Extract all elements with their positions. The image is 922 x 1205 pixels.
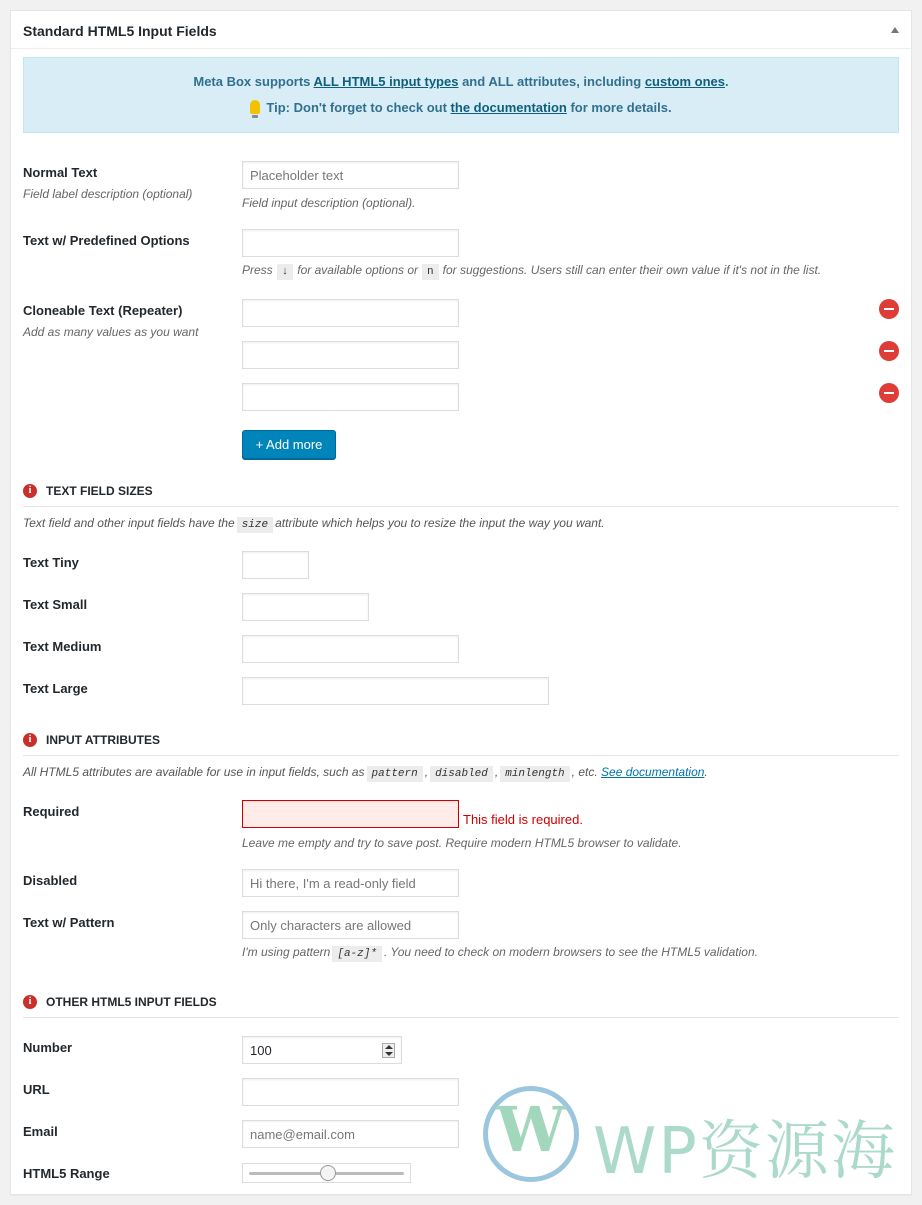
panel-header[interactable]	[11, 11, 911, 49]
range-slider[interactable]	[242, 1163, 411, 1183]
range-label: HTML5 Range	[23, 1166, 110, 1181]
remove-clone-icon[interactable]	[879, 299, 899, 319]
notice-text: and ALL attributes, including	[458, 74, 645, 89]
required-label: Required	[23, 804, 80, 819]
code-pattern-regex: [a-z]*	[332, 946, 382, 962]
required-desc: Leave me empty and try to save post. Require modern HTML5 browser to validate.	[242, 836, 682, 850]
section-heading-text-field-sizes	[23, 481, 899, 507]
number-spinner-icon[interactable]	[382, 1043, 395, 1058]
code-disabled: disabled	[430, 766, 493, 782]
panel-title: Standard HTML5 Input Fields	[23, 23, 217, 39]
desc-text: .	[704, 765, 708, 779]
disabled-input: Hi there, I'm a read-only field	[242, 869, 459, 897]
meta-box-panel	[10, 10, 912, 1195]
desc-text: Press	[242, 263, 273, 277]
normal-text-desc: Field input description (optional).	[242, 196, 416, 210]
arrow-down-key: ↓	[277, 264, 294, 280]
section-title: TEXT FIELD SIZES	[46, 484, 153, 498]
watermark-text: WP资源海	[593, 1115, 897, 1189]
email-label: Email	[23, 1124, 58, 1139]
cloneable-text-label-desc: Add as many values as you want	[23, 325, 199, 339]
required-input[interactable]	[242, 800, 459, 828]
pattern-label: Text w/ Pattern	[23, 915, 115, 930]
custom-ones-link[interactable]: custom ones	[644, 74, 725, 89]
text-large-label: Text Large	[23, 681, 88, 696]
text-large-input[interactable]	[242, 677, 549, 705]
range-thumb[interactable]	[320, 1165, 336, 1181]
section-heading-other-html5-fields	[23, 992, 899, 1018]
desc-text: for available options or	[297, 263, 419, 277]
notice-text: Tip: Don't forget to check out	[266, 100, 451, 115]
sizes-section-desc	[23, 516, 605, 533]
section-title: INPUT ATTRIBUTES	[46, 733, 160, 747]
text-medium-input[interactable]	[242, 635, 459, 663]
notice-line-1	[24, 74, 898, 89]
html5-input-types-link[interactable]: ALL HTML5 input types	[313, 74, 459, 89]
info-notice	[23, 57, 899, 133]
section-title: OTHER HTML5 INPUT FIELDS	[46, 995, 217, 1009]
remove-clone-icon[interactable]	[879, 341, 899, 361]
desc-text: Text field and other input fields have the	[23, 516, 235, 530]
predefined-options-label: Text w/ Predefined Options	[23, 233, 190, 248]
required-error-message: This field is required.	[463, 812, 583, 827]
desc-text: . You need to check on modern browsers to see the HTML5 validation.	[383, 945, 758, 959]
desc-text: , etc.	[571, 765, 598, 779]
text-small-label: Text Small	[23, 597, 88, 612]
code-minlength: minlength	[500, 766, 569, 782]
normal-text-input[interactable]: Placeholder text	[242, 161, 459, 189]
pattern-input[interactable]: Only characters are allowed	[242, 911, 459, 939]
number-input[interactable]	[242, 1036, 402, 1064]
cloneable-text-label: Cloneable Text (Repeater)	[23, 303, 183, 318]
info-icon: i	[23, 995, 37, 1009]
attributes-section-desc: All HTML5 attributes are available for use in input fields, such as pattern , disabled , minlength , etc. See documentation.	[23, 765, 708, 780]
predefined-options-desc	[242, 263, 821, 280]
notice-line-2	[24, 100, 898, 115]
text-medium-label: Text Medium	[23, 639, 102, 654]
url-label: URL	[23, 1082, 50, 1097]
collapse-arrow-icon[interactable]	[891, 27, 899, 33]
lightbulb-icon	[250, 100, 260, 114]
pattern-desc	[242, 945, 758, 962]
clone-input-2[interactable]	[242, 341, 459, 369]
desc-text: for suggestions. Users still can enter their own value if it's not in the list.	[442, 263, 822, 277]
n-key: n	[422, 264, 439, 280]
normal-text-label: Normal Text	[23, 165, 98, 180]
number-label: Number	[23, 1040, 73, 1055]
clone-input-1[interactable]	[242, 299, 459, 327]
watermark	[483, 1086, 903, 1189]
add-more-button[interactable]: + Add more	[242, 430, 336, 459]
notice-text: .	[725, 74, 729, 89]
remove-clone-icon[interactable]	[879, 383, 899, 403]
code-size: size	[237, 517, 273, 533]
see-documentation-link[interactable]: See documentation	[601, 765, 705, 779]
desc-text: attribute which helps you to resize the input the way you want.	[275, 516, 605, 530]
info-icon: i	[23, 484, 37, 498]
email-input[interactable]: name@email.com	[242, 1120, 459, 1148]
section-heading-input-attributes	[23, 730, 899, 756]
clone-input-3[interactable]	[242, 383, 459, 411]
text-tiny-input[interactable]	[242, 551, 309, 579]
documentation-link[interactable]: the documentation	[450, 100, 567, 115]
number-value: 100	[250, 1043, 272, 1058]
notice-text: for more details.	[566, 100, 672, 115]
wordpress-logo-icon	[483, 1086, 579, 1182]
info-icon: i	[23, 733, 37, 747]
desc-text: All HTML5 attributes are available for use in input fields, such as	[23, 765, 365, 779]
text-tiny-label: Text Tiny	[23, 555, 79, 570]
code-pattern: pattern	[367, 766, 423, 782]
notice-text: Meta Box supports	[193, 74, 314, 89]
url-input[interactable]	[242, 1078, 459, 1106]
desc-text: I'm using pattern	[242, 945, 331, 959]
predefined-options-input[interactable]	[242, 229, 459, 257]
normal-text-label-desc: Field label description (optional)	[23, 187, 193, 201]
disabled-label: Disabled	[23, 873, 78, 888]
text-small-input[interactable]	[242, 593, 369, 621]
